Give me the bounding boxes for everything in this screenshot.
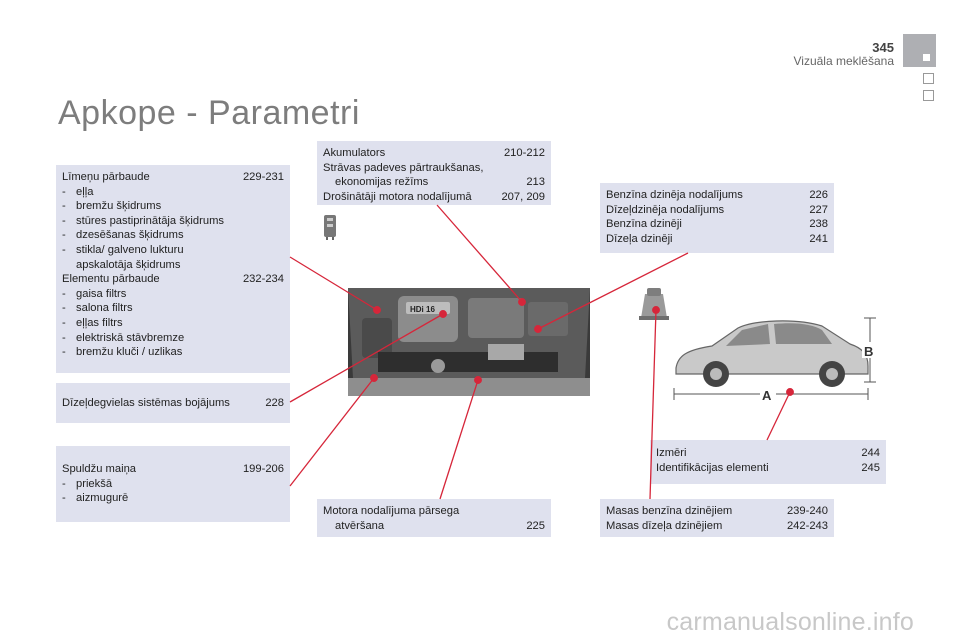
entry-label: Drošinātāji motora nodalījumā [323, 190, 472, 203]
entry-page-ref: 210-212 [503, 147, 545, 159]
page-title: Apkope - Parametri [58, 94, 360, 132]
entry-label: - bremžu kluči / uzlikas [62, 345, 182, 360]
entry-page-ref: 239-240 [786, 505, 828, 517]
entry-label: Benzīna dzinēji [606, 218, 682, 231]
entry-label: Dīzeļdegvielas sistēmas bojājums [62, 397, 230, 409]
entry-label: Strāvas padeves pārtraukšanas, [323, 161, 484, 174]
entry-label: - elektriskā stāvbremze [62, 331, 184, 346]
entry-page-ref: 199-206 [242, 463, 284, 475]
entry-label: - bremžu šķidrums [62, 199, 161, 214]
entry-label: Akumulators [323, 147, 386, 159]
entry-label: Izmēri [656, 447, 687, 459]
watermark: carmanualsonline.info [666, 608, 914, 636]
entry-label: apskalotāja šķidrums [76, 258, 181, 271]
entry-label: Spuldžu maiņa [62, 463, 137, 475]
entry-label: - dzesēšanas šķidrums [62, 228, 184, 243]
entry-page-ref: 228 [265, 397, 284, 409]
marker-bonnet [475, 377, 482, 384]
entry-label: - stikla/ galveno lukturu [62, 243, 184, 258]
entry-label: Masas benzīna dzinējiem [606, 505, 733, 517]
entry-label: Dīzeļa dzinēji [606, 232, 673, 245]
entry-label: Elementu pārbaude [62, 273, 160, 286]
entry-page-ref: 232-234 [242, 273, 284, 286]
entry-label: - eļļa [62, 185, 93, 200]
dimension-label-b: B [864, 344, 874, 359]
entry-label: ekonomijas režīms [335, 176, 429, 189]
entry-label: - gaisa filtrs [62, 287, 126, 302]
dimension-label-a: A [762, 388, 772, 403]
entry-label: Līmeņu pārbaude [62, 171, 150, 183]
entry-label: - eļļas filtrs [62, 316, 123, 331]
entry-page-ref: 227 [809, 203, 828, 216]
marker-bulbs [371, 375, 378, 382]
entry-page-ref: 238 [809, 218, 828, 231]
entry-label: Benzīna dzinēja nodalījums [606, 189, 743, 201]
entry-page-ref: 245 [861, 461, 880, 474]
page-number: 345 [872, 40, 894, 55]
marker-engine [535, 326, 542, 333]
entry-label: Masas dīzeļa dzinējiem [606, 519, 723, 532]
marker-diesel [440, 311, 447, 318]
marker-levels [374, 307, 381, 314]
entry-label: atvēršana [335, 519, 385, 532]
entry-label: - stūres pastiprinātāja šķidrums [62, 214, 224, 229]
entry-page-ref: 242-243 [786, 519, 828, 532]
marker-battery [519, 299, 526, 306]
entry-page-ref: 213 [526, 176, 545, 189]
engine-badge-text: HDi 16 [410, 305, 435, 314]
entry-page-ref: 229-231 [242, 171, 284, 183]
entry-page-ref: 241 [809, 232, 828, 245]
marker-masses [653, 307, 660, 314]
marker-dimensions [787, 389, 794, 396]
entry-label: - aizmugurē [62, 491, 128, 506]
entry-page-ref: 226 [809, 189, 828, 201]
entry-label: Identifikācijas elementi [656, 461, 769, 474]
entry-label: Dīzeļdzinēja nodalījums [606, 203, 725, 216]
entry-page-ref: 207, 209 [501, 190, 545, 203]
entry-label: - priekšā [62, 477, 112, 492]
entry-label: Motora nodalījuma pārsega [323, 505, 460, 517]
entry-label: - salona filtrs [62, 301, 133, 316]
entry-page-ref: 225 [526, 519, 545, 532]
entry-page-ref: 244 [861, 447, 880, 459]
section-name: Vizuāla meklēšana [793, 54, 894, 68]
